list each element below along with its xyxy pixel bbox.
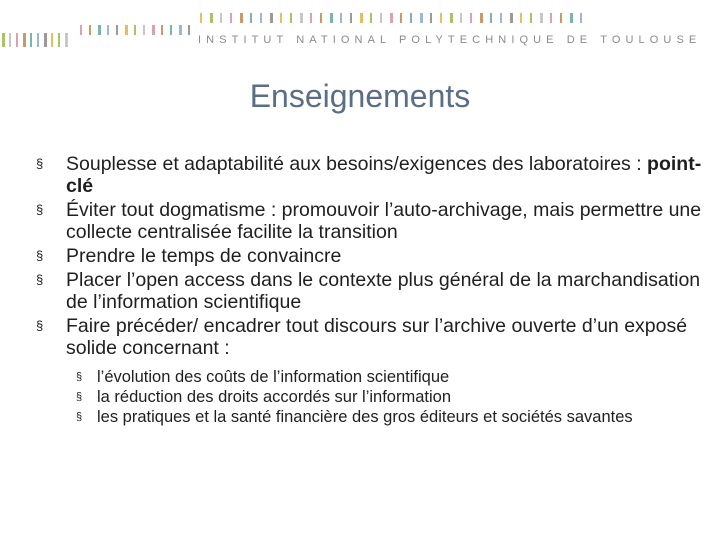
header-bar bbox=[310, 13, 312, 23]
header-bar bbox=[125, 25, 128, 35]
header-bar bbox=[360, 13, 363, 23]
header-bar bbox=[560, 13, 562, 23]
bullet-item bbox=[36, 199, 706, 243]
header-bar bbox=[9, 33, 11, 47]
header-bar bbox=[51, 33, 53, 47]
header-bar bbox=[143, 25, 145, 35]
bullet-text: Prendre le temps de convaincre bbox=[66, 245, 342, 267]
header-bar bbox=[16, 33, 18, 47]
header-bar bbox=[440, 13, 442, 23]
header-bar bbox=[280, 13, 282, 23]
header-bar bbox=[230, 13, 232, 23]
bullet-square-icon: § bbox=[76, 411, 83, 423]
sub-bullet-list bbox=[66, 369, 706, 426]
bullet-square-icon: § bbox=[36, 318, 44, 333]
header-bar bbox=[170, 25, 172, 35]
bullet-text: Faire précéder/ encadrer tout discours sur l’archive ouverte d’un exposé solide concernant : bbox=[66, 315, 688, 359]
header-bar bbox=[30, 33, 32, 47]
header-bar bbox=[2, 33, 5, 47]
header-bar bbox=[400, 13, 402, 23]
header-bar bbox=[500, 13, 502, 23]
header-bar bbox=[188, 25, 190, 35]
header-bar bbox=[510, 13, 513, 23]
header-bar bbox=[23, 33, 26, 47]
bullet-square-icon: § bbox=[76, 371, 83, 383]
bullet-square-icon: § bbox=[36, 248, 44, 263]
bullet-text: Éviter tout dogmatisme : promouvoir l’auto-archivage, mais permettre une collecte centralisée facilite la transition bbox=[66, 199, 702, 243]
slide-title-container bbox=[0, 78, 720, 115]
header-bar bbox=[270, 13, 273, 23]
bullet-list bbox=[36, 153, 706, 429]
bullet-item bbox=[36, 269, 706, 313]
bullet-item bbox=[36, 245, 706, 267]
bullet-bold-text: point-clé bbox=[66, 153, 702, 197]
header-bar bbox=[520, 13, 522, 23]
header-bar bbox=[480, 13, 483, 23]
header-decoration bbox=[0, 0, 720, 60]
header-bar bbox=[260, 13, 262, 23]
header-bar bbox=[89, 25, 91, 35]
sub-bullet-text: les pratiques et la santé financière des gros éditeurs et sociétés savantes bbox=[97, 408, 633, 426]
header-bar bbox=[161, 25, 163, 35]
bullet-item bbox=[36, 315, 706, 426]
header-bar bbox=[570, 13, 573, 23]
header-bar bbox=[320, 13, 322, 23]
sub-bullet-item bbox=[66, 369, 706, 386]
bullet-square-icon: § bbox=[36, 156, 44, 171]
header-bar bbox=[107, 25, 109, 35]
header-bar bbox=[390, 13, 393, 23]
header-bar bbox=[410, 13, 412, 23]
header-bar bbox=[490, 13, 492, 23]
header-bar bbox=[420, 13, 423, 23]
header-bar bbox=[550, 13, 552, 23]
bullet-item bbox=[36, 153, 706, 197]
header-bar bbox=[460, 13, 462, 23]
sub-bullet-text: la réduction des droits accordés sur l’information bbox=[97, 388, 452, 406]
header-bar bbox=[134, 25, 136, 35]
slide-title: Enseignements bbox=[249, 78, 471, 114]
header-bar bbox=[37, 33, 39, 47]
bullet-square-icon: § bbox=[36, 272, 44, 287]
institute-name: INSTITUT NATIONAL POLYTECHNIQUE DE TOULOUSE bbox=[198, 34, 702, 46]
header-bar bbox=[370, 13, 372, 23]
header-bar bbox=[220, 13, 222, 23]
header-bar bbox=[430, 13, 432, 23]
header-bar bbox=[540, 13, 543, 23]
header-bar bbox=[300, 13, 303, 23]
header-bar bbox=[450, 13, 453, 23]
header-bar bbox=[65, 33, 68, 47]
sub-bullet-item bbox=[66, 389, 706, 406]
header-bar bbox=[98, 25, 101, 35]
header-bar bbox=[350, 13, 352, 23]
header-bar bbox=[116, 25, 118, 35]
header-bar bbox=[152, 25, 155, 35]
header-bar bbox=[470, 13, 472, 23]
sub-bullet-item bbox=[66, 409, 706, 426]
header-bar bbox=[58, 33, 60, 47]
header-bar bbox=[80, 25, 82, 35]
header-bar bbox=[179, 25, 182, 35]
header-bar bbox=[330, 13, 333, 23]
header-bar bbox=[210, 13, 213, 23]
bullet-square-icon: § bbox=[76, 391, 83, 403]
bullet-square-icon: § bbox=[36, 202, 44, 217]
header-bar bbox=[530, 13, 532, 23]
header-bar bbox=[200, 13, 202, 23]
header-bar bbox=[580, 13, 582, 23]
header-bar bbox=[380, 13, 382, 23]
bullet-text: Placer l’open access dans le contexte plus général de la marchandisation de l’information scientifique bbox=[66, 269, 701, 313]
header-bar bbox=[44, 33, 47, 47]
bullet-text: Souplesse et adaptabilité aux besoins/exigences des laboratoires : bbox=[66, 153, 648, 175]
sub-bullet-text: l’évolution des coûts de l’information scientifique bbox=[97, 368, 450, 386]
header-bar bbox=[250, 13, 252, 23]
header-bar bbox=[340, 13, 342, 23]
header-bar bbox=[290, 13, 292, 23]
header-bar bbox=[240, 13, 243, 23]
